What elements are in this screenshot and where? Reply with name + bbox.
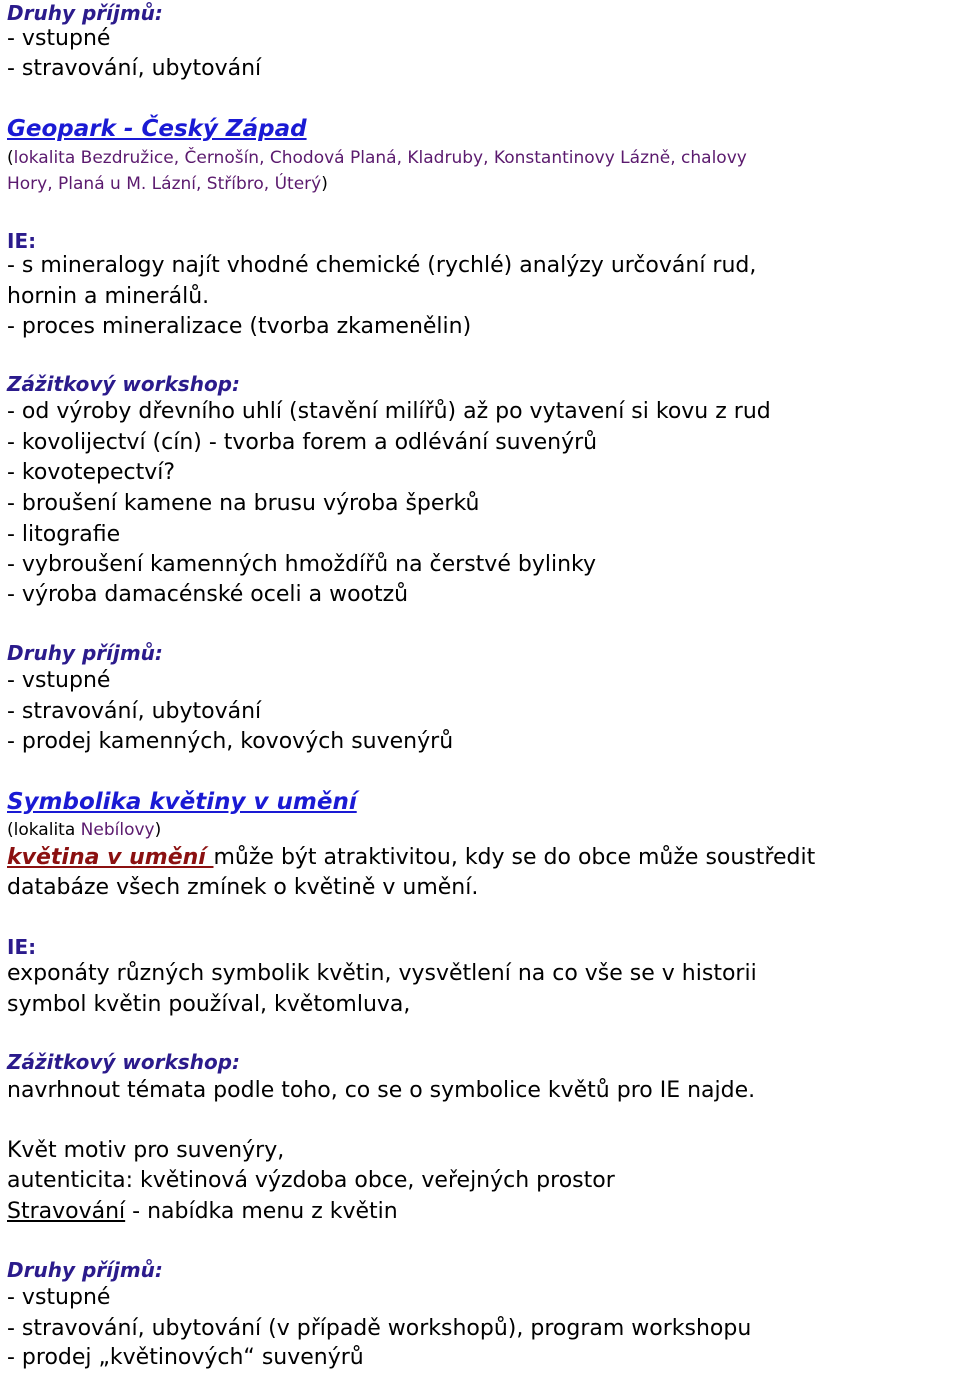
location-word: (lokalita <box>7 820 81 840</box>
ie-line: - proces mineralizace (tvorba zkamenělin) <box>7 314 472 339</box>
workshop-item: - litografie <box>7 522 121 547</box>
location-word: lokalita <box>13 148 76 168</box>
income-item: - vstupné <box>7 26 111 51</box>
symbolika-title-link[interactable]: Symbolika květiny v umění <box>7 789 357 815</box>
workshop-heading: Zážitkový workshop: <box>7 372 240 396</box>
workshop-item: - vybroušení kamenných hmoždířů na čerstvé bylinky <box>7 552 596 577</box>
location-places: Bezdružice, Černošín, Chodová Planá, Kladruby, Konstantinovy Lázně, chalovy <box>75 148 747 168</box>
income-item: - stravování, ubytování <box>7 699 262 724</box>
workshop-item: - kovolijectví (cín) - tvorba forem a odlévání suvenýrů <box>7 430 598 455</box>
ie-line: hornin a minerálů. <box>7 284 210 309</box>
location-place: Nebílovy <box>80 820 155 840</box>
ie-line: - s mineralogy najít vhodné chemické (rychlé) analýzy určování rud, <box>7 253 757 278</box>
ie-line: symbol květin používal, květomluva, <box>7 992 411 1017</box>
symbolika-intro-2: databáze všech zmínek o květině v umění. <box>7 875 479 900</box>
workshop-item: - výroba damacénské oceli a wootzů <box>7 582 409 607</box>
symbolika-title <box>7 787 357 817</box>
workshop-item: navrhnout témata podle toho, co se o symbolice květů pro IE najde. <box>7 1078 756 1103</box>
paren: ) <box>321 174 328 194</box>
income-item: - stravování, ubytování (v případě workshopů), program workshopu <box>7 1316 752 1341</box>
income-heading: Druhy příjmů: <box>7 1 163 25</box>
workshop-item: - od výroby dřevního uhlí (stavění milířů) až po vytavení si kovu z rud <box>7 399 771 424</box>
income-item: - prodej „květinových“ suvenýrů <box>7 1345 364 1370</box>
kvetina-link[interactable]: květina v umění <box>7 845 214 870</box>
income-item: - vstupné <box>7 668 111 693</box>
geopark-title <box>7 114 307 144</box>
intro-text: může být atraktivitou, kdy se do obce může soustředit <box>213 845 816 870</box>
ie-line: exponáty různých symbolik květin, vysvětlení na co vše se v historii <box>7 961 757 986</box>
ie-heading: IE: <box>7 229 37 253</box>
symbolika-location <box>7 817 161 843</box>
extra-line: autenticita: květinová výzdoba obce, veřejných prostor <box>7 1168 615 1193</box>
income-item: - prodej kamenných, kovových suvenýrů <box>7 729 454 754</box>
workshop-item: - broušení kamene na brusu výroba šperků <box>7 491 480 516</box>
location-places: Hory, Planá u M. Lázní, Stříbro, Úterý <box>7 174 322 194</box>
workshop-item: - kovotepectví? <box>7 460 176 485</box>
food-link[interactable]: Stravování <box>7 1199 126 1224</box>
income-heading: Druhy příjmů: <box>7 1258 163 1282</box>
income-item: - stravování, ubytování <box>7 56 262 81</box>
geopark-location-line-1 <box>7 145 747 171</box>
income-item: - vstupné <box>7 1285 111 1310</box>
workshop-heading: Zážitkový workshop: <box>7 1050 240 1074</box>
ie-heading: IE: <box>7 935 37 959</box>
paren: ) <box>154 820 162 840</box>
paren: ( <box>7 148 14 168</box>
symbolika-intro <box>7 843 815 873</box>
food-text: - nabídka menu z květin <box>125 1199 398 1224</box>
geopark-title-link[interactable]: Geopark - Český Západ <box>7 116 307 142</box>
geopark-location-line-2 <box>7 171 328 197</box>
food-line <box>7 1197 398 1227</box>
income-heading: Druhy příjmů: <box>7 641 163 665</box>
extra-line: Květ motiv pro suvenýry, <box>7 1138 285 1163</box>
